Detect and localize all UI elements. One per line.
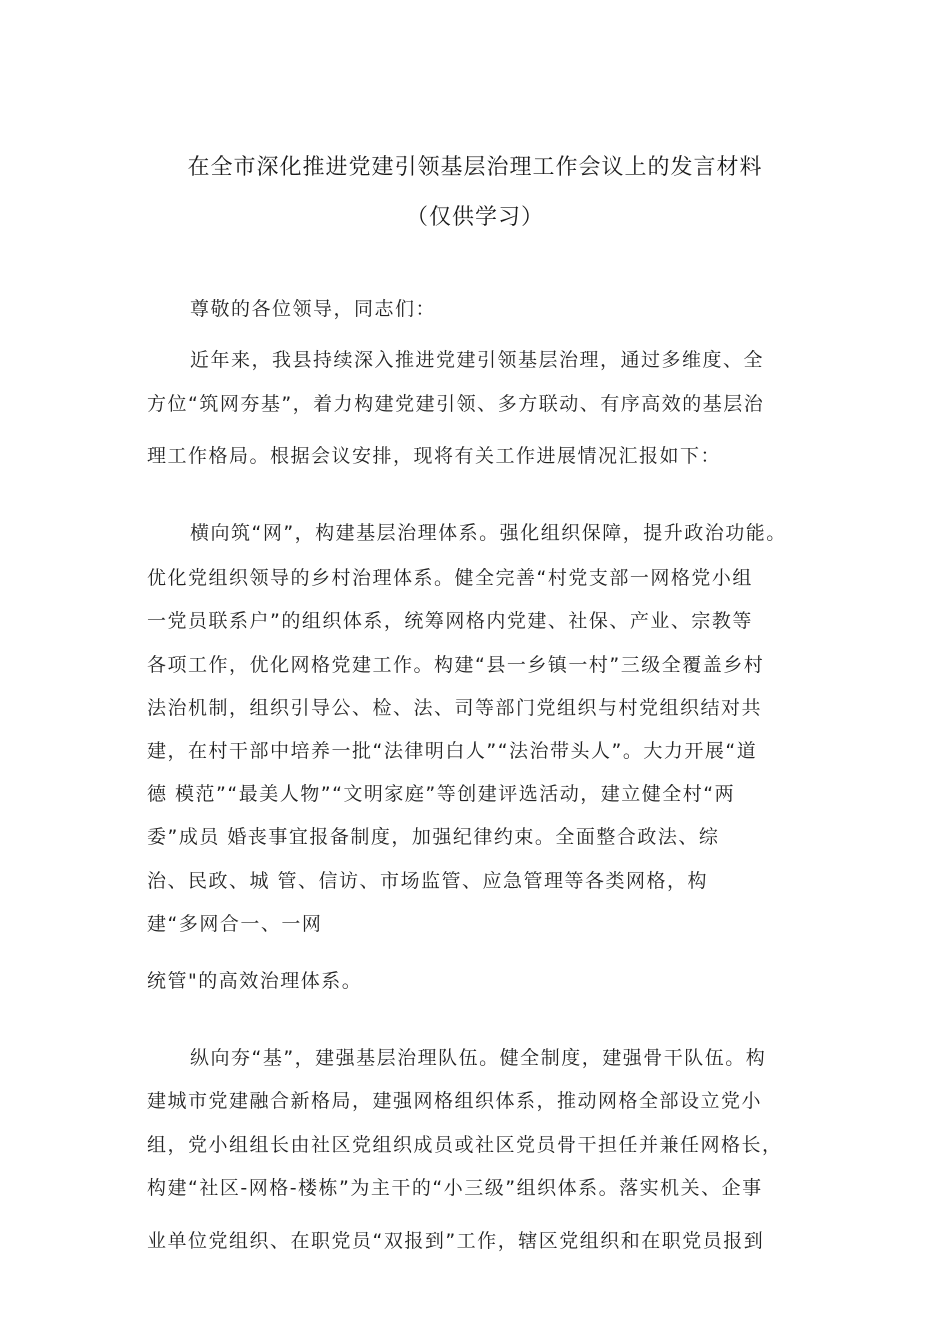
- paragraph-line: 方位“筑网夯基”，着力构建党建引领、多方联动、有序高效的基层治: [147, 393, 765, 415]
- paragraph-line: 建“多网合一、一网: [147, 913, 323, 935]
- salutation: 尊敬的各位领导，同志们：: [190, 298, 437, 320]
- paragraph-line: 横向筑“网”，构建基层治理体系。强化组织保障，提升政治功能。: [190, 522, 787, 544]
- paragraph-line: 纵向夯“基”，建强基层治理队伍。健全制度，建强骨干队伍。构: [190, 1047, 767, 1069]
- paragraph-line: 构建“社区-网格-楼栋”为主干的“小三级”组织体系。落实机关、企事: [147, 1177, 763, 1199]
- paragraph-line: 建城市党建融合新格局，建强网格组织体系，推动网格全部设立党小: [147, 1090, 763, 1112]
- paragraph-line: 委”成员 婚丧事宜报备制度，加强纪律约束。全面整合政法、综: [147, 826, 720, 848]
- paragraph-line: 近年来，我县持续深入推进党建引领基层治理，通过多维度、全: [190, 349, 765, 371]
- document-title: 在全市深化推进党建引领基层治理工作会议上的发言材料: [187, 155, 763, 180]
- paragraph-line: 业单位党组织、在职党员“双报到”工作，辖区党组织和在职党员报到: [147, 1230, 765, 1252]
- document-subtitle: （仅供学习）: [405, 205, 544, 230]
- paragraph-line: 组，党小组组长由社区党组织成员或社区党员骨干担任并兼任网格长，: [147, 1134, 783, 1156]
- paragraph-line: 统管"的高效治理体系。: [147, 970, 363, 992]
- paragraph-line: 法治机制，组织引导公、检、法、司等部门党组织与村党组织结对共: [147, 697, 763, 719]
- paragraph-line: 各项工作，优化网格党建工作。构建“县一乡镇一村”三级全覆盖乡村: [147, 654, 765, 676]
- paragraph-line: 理工作格局。根据会议安排，现将有关工作进展情况汇报如下：: [147, 445, 722, 467]
- paragraph-line: 一党员联系户”的组织体系，统筹网格内党建、社保、产业、宗教等: [147, 610, 753, 632]
- paragraph-line: 德 模范”“最美人物”“文明家庭”等创建评选活动，建立健全村“两: [147, 783, 736, 805]
- paragraph-line: 优化党组织领导的乡村治理体系。健全完善“村党支部一网格党小组: [147, 567, 753, 589]
- paragraph-line: 建，在村干部中培养一批“法律明白人”“法治带头人”。大力开展“道: [147, 740, 758, 762]
- paragraph-line: 治、民政、城 管、信访、市场监管、应急管理等各类网格，构: [147, 870, 709, 892]
